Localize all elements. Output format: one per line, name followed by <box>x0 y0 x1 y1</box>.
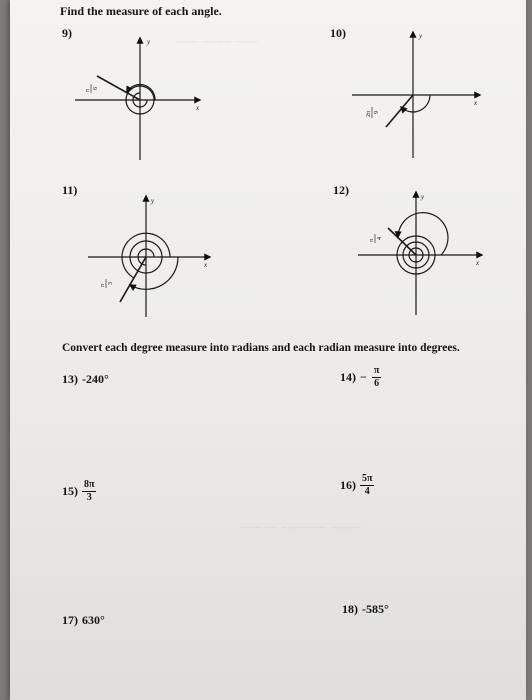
numerator: 8π <box>84 479 95 490</box>
denominator: 3 <box>86 492 92 503</box>
x-axis-label: x <box>474 99 478 107</box>
y-axis-label: y <box>421 193 425 201</box>
problem-fraction-16 <box>360 474 374 497</box>
problem-14 <box>340 366 381 389</box>
bleed-through-mark: ~~~ ~~~~ ~~~ <box>175 34 259 49</box>
problem-number-11: 11) <box>62 183 78 197</box>
problem-value-17: 630° <box>82 613 105 627</box>
svg-text:π: π <box>369 238 375 242</box>
y-axis-label: y <box>151 197 155 205</box>
section-heading-convert: Convert each degree measure into radians and each radian measure into degrees. <box>62 342 460 354</box>
svg-text:π: π <box>85 88 91 92</box>
problem-number-18: 18) <box>342 602 358 616</box>
problem-number-16: 16) <box>340 478 356 493</box>
denominator: 6 <box>374 378 380 389</box>
problem-number-14: 14) <box>340 370 356 385</box>
x-axis-label: x <box>476 259 480 267</box>
problem-sign-14: − <box>360 370 367 384</box>
problem-number-13: 13) <box>62 372 78 386</box>
problem-15 <box>62 480 96 503</box>
svg-text:6: 6 <box>93 87 99 90</box>
numerator: 5π <box>362 473 373 484</box>
problem-16 <box>340 474 374 497</box>
problem-number-10: 10) <box>330 26 346 40</box>
angle-label-12 <box>369 234 383 243</box>
bleed-through-mark: ~~~~~ ~~~~~~ ~~~~ <box>240 520 362 535</box>
problem-value-18: -585° <box>362 602 389 616</box>
x-axis-label: x <box>204 261 208 269</box>
problem-fraction-15 <box>82 480 96 503</box>
rotation-arc-arrow <box>398 213 448 255</box>
svg-text:2π: 2π <box>366 110 372 117</box>
x-axis-label: x <box>196 104 200 112</box>
denominator: 4 <box>364 486 370 497</box>
problem-value-13: -240° <box>82 372 109 386</box>
svg-text:3: 3 <box>108 282 114 285</box>
problem-number-12: 12) <box>333 183 349 197</box>
problem-number-17: 17) <box>62 613 78 627</box>
problem-number-15: 15) <box>62 484 78 499</box>
section-heading-find-angle: Find the measure of each angle. <box>60 4 222 18</box>
numerator: π <box>373 365 380 376</box>
svg-text:4: 4 <box>377 237 383 240</box>
problem-18 <box>342 600 389 618</box>
problem-number-9: 9) <box>62 26 72 40</box>
problem-fraction-14 <box>372 366 381 389</box>
y-axis-label: y <box>147 38 151 46</box>
problem-13 <box>62 370 109 388</box>
problem-17 <box>62 611 105 629</box>
svg-text:π: π <box>100 283 106 287</box>
y-axis-label: y <box>419 32 423 40</box>
svg-text:9: 9 <box>374 111 380 114</box>
